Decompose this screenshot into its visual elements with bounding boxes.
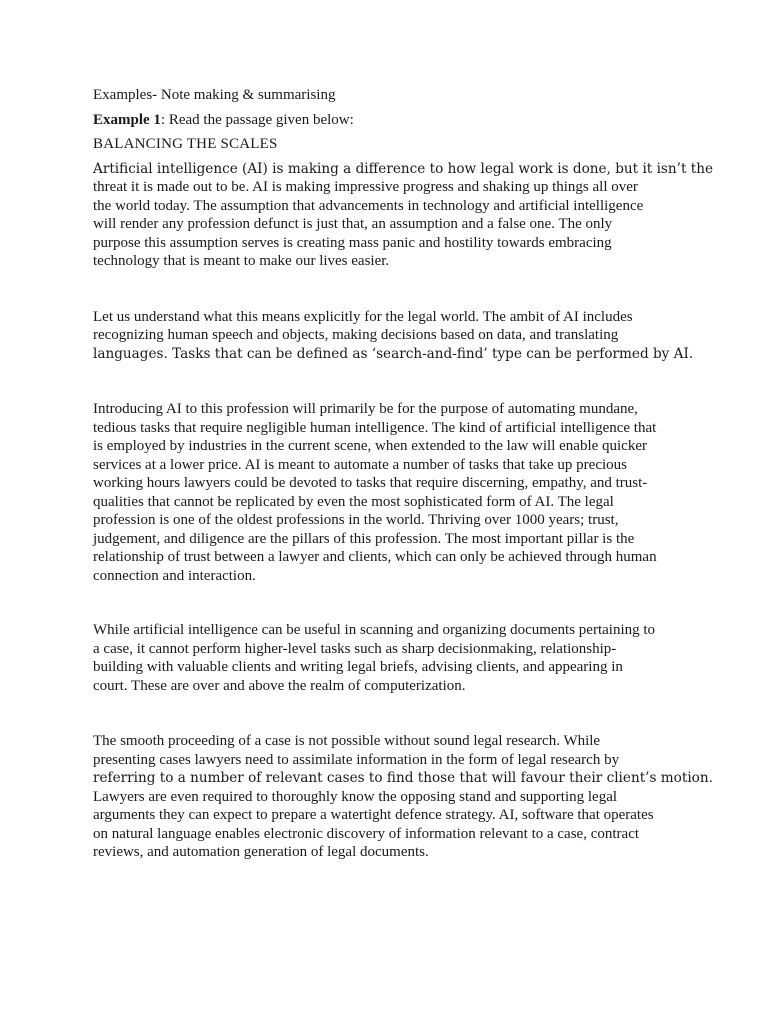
paragraph-3: [93, 400, 683, 585]
paragraph-line: services at a lower price. AI is meant to automate a number of tasks that take up precious: [93, 456, 627, 473]
example-label: Example 1: [93, 111, 161, 128]
paragraph-line: presenting cases lawyers need to assimilate information in the form of legal research by: [93, 751, 620, 768]
paragraph-line: threat it is made out to be. AI is making impressive progress and shaking up things all over: [93, 179, 638, 195]
paragraph-line: is employed by industries in the current scene, when extended to the law will enable quicker: [93, 438, 647, 454]
paragraph-line: Artificial intelligence (AI) is making a difference to how legal work is done, but it isn’t the: [93, 160, 714, 177]
paragraph-line: tedious tasks that require negligible human intelligence. The kind of artificial intelligence that: [93, 419, 657, 436]
paragraph-line: While artificial intelligence can be useful in scanning and organizing documents pertaining to: [93, 622, 656, 638]
paragraph-line: on natural language enables electronic discovery of information relevant to a case, contract: [93, 825, 640, 842]
paragraph-line: will render any profession defunct is just that, an assumption and a false one. The only: [93, 216, 613, 232]
paragraph-line: arguments they can expect to prepare a watertight defence strategy. AI, software that operates: [93, 807, 654, 823]
paragraph-line: building with valuable clients and writing legal briefs, advising clients, and appearing in: [93, 659, 623, 675]
document-page: [93, 86, 714, 862]
passage-title: BALANCING THE SCALES: [93, 136, 278, 152]
paragraph-line: working hours lawyers could be devoted to tasks that require discerning, empathy, and trust-: [93, 475, 648, 491]
paragraph-line: Introducing AI to this profession will primarily be for the purpose of automating mundane,: [93, 401, 638, 417]
paragraph-line: languages. Tasks that can be defined as ‘search-and-find’ type can be performed by AI.: [93, 345, 694, 362]
paragraph-4: [93, 621, 683, 695]
document-header: Examples- Note making & summarising: [93, 87, 336, 103]
paragraph-2: [93, 308, 694, 364]
paragraph-5: [93, 732, 713, 862]
paragraph-line: recognizing human speech and objects, making decisions based on data, and translating: [93, 327, 619, 343]
paragraph-line: The smooth proceeding of a case is not possible without sound legal research. While: [93, 733, 601, 749]
paragraph-line: reviews, and automation generation of legal documents.: [93, 844, 429, 860]
paragraph-line: Lawyers are even required to thoroughly know the opposing stand and supporting legal: [93, 788, 618, 805]
paragraph-line: connection and interaction.: [93, 567, 256, 584]
paragraph-line: technology that is meant to make our lives easier.: [93, 253, 390, 269]
paragraph-line: referring to a number of relevant cases to find those that will favour their client’s motion.: [93, 770, 713, 786]
paragraph-line: profession is one of the oldest professions in the world. Thriving over 1000 years; trust,: [93, 512, 619, 528]
example-instruction: : Read the passage given below:: [160, 111, 354, 128]
paragraph-line: Let us understand what this means explicitly for the legal world. The ambit of AI includes: [93, 308, 633, 325]
paragraph-line: qualities that cannot be replicated by even the most sophisticated form of AI. The legal: [93, 493, 614, 510]
paragraph-line: a case, it cannot perform higher-level tasks such as sharp decisionmaking, relationship-: [93, 640, 617, 657]
paragraph-line: court. These are over and above the realm of computerization.: [93, 677, 466, 694]
paragraph-1: [93, 160, 714, 271]
example-heading: [93, 111, 683, 130]
paragraph-line: purpose this assumption serves is creating mass panic and hostility towards embracing: [93, 234, 612, 251]
paragraph-line: the world today. The assumption that advancements in technology and artificial intelligence: [93, 197, 644, 214]
paragraph-line: judgement, and diligence are the pillars of this profession. The most important pillar is the: [93, 530, 635, 547]
paragraph-line: relationship of trust between a lawyer and clients, which can only be achieved through human: [93, 549, 657, 565]
